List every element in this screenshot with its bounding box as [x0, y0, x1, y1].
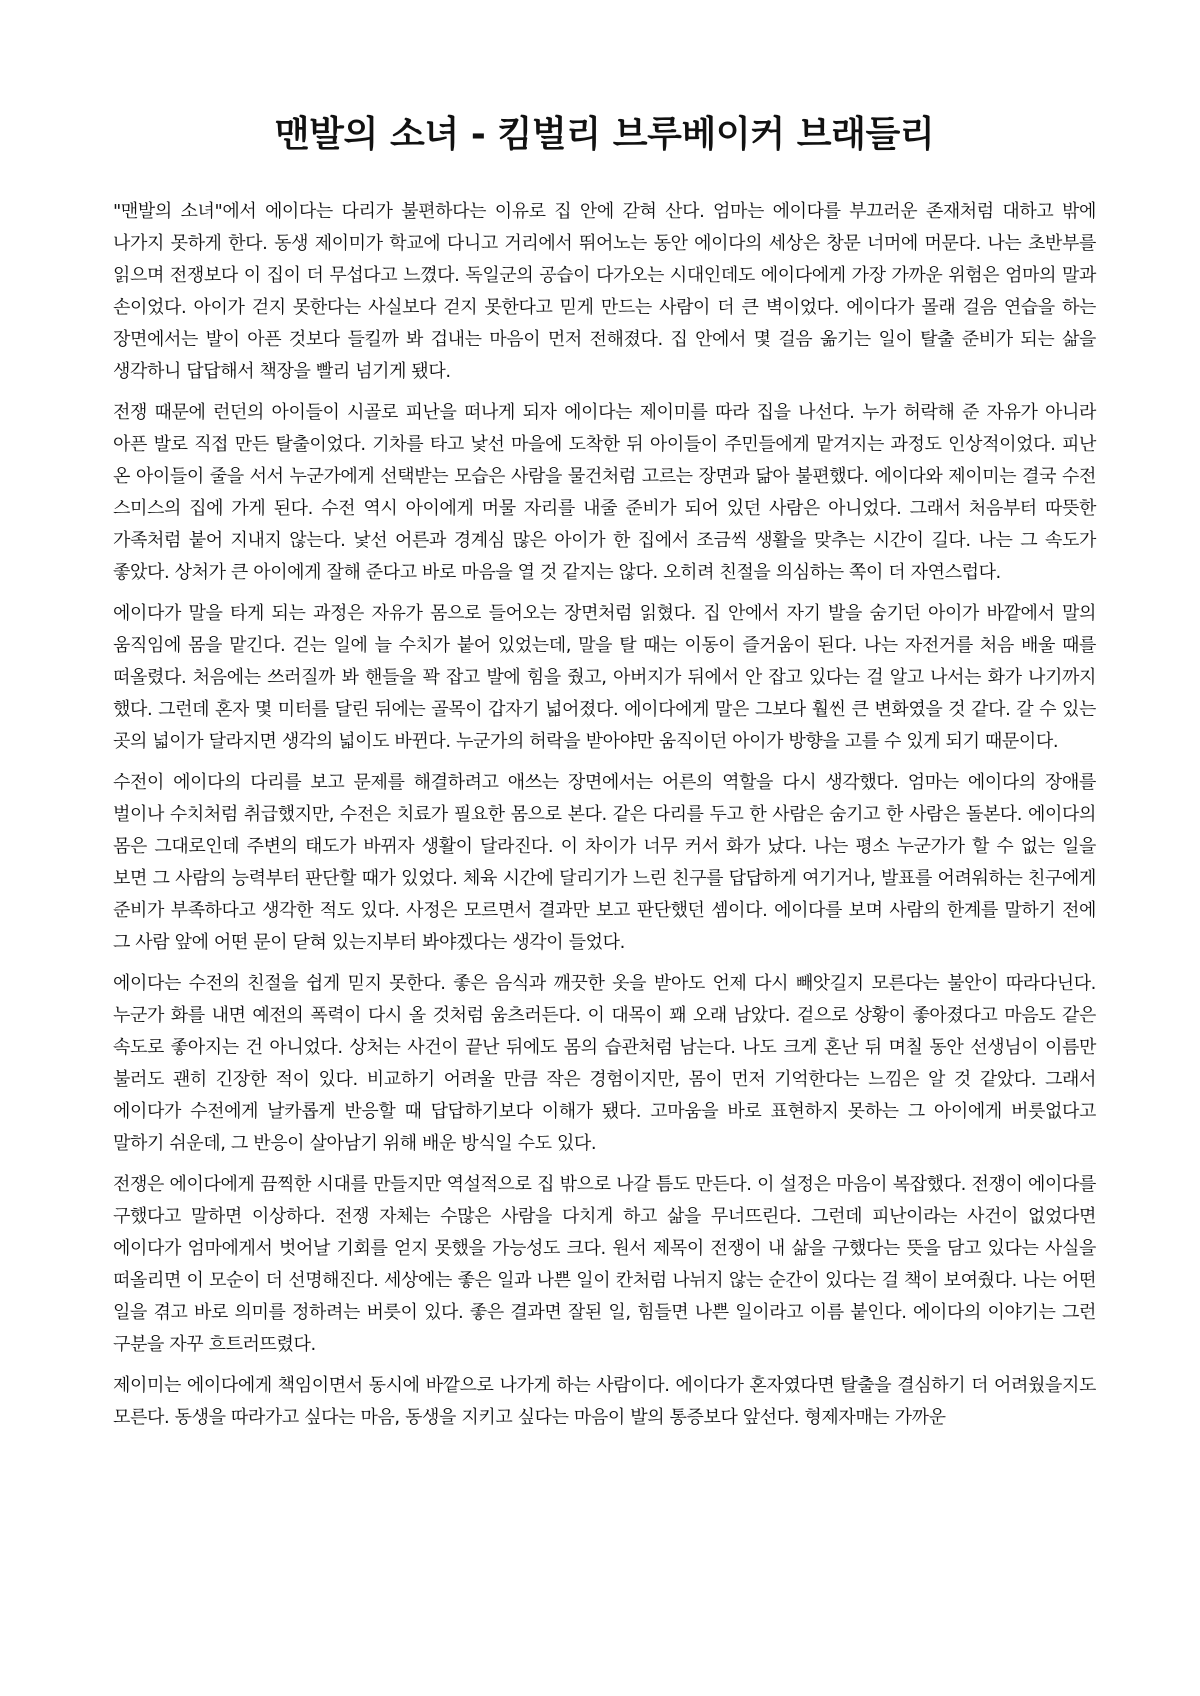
essay-body	[113, 196, 1096, 1434]
essay-paragraph-1: "맨발의 소녀"에서 에이다는 다리가 불편하다는 이유로 집 안에 갇혀 산다. 엄마는 에이다를 부끄러운 존재처럼 대하고 밖에 나가지 못하게 한다. 동생 제이미가 학교에 다니고 거리에서 뛰어노는 동안 에이다의 세상은 창문 너머에 머문다. 나는 초반부를 읽으며 전쟁보다 이 집이 더 무섭다고 느꼈다. 독일군의 공습이 다가오는 시대인데도 에이다에게 가장 가까운 위험은 엄마의 말과 손이었다. 아이가 걷지 못한다는 사실보다 걷지 못한다고 믿게 만드는 사람이 더 큰 벽이었다. 에이다가 몰래 걸음 연습을 하는 장면에서는 발이 아픈 것보다 들킬까 봐 겁내는 마음이 먼저 전해졌다. 집 안에서 몇 걸음 옮기는 일이 탈출 준비가 되는 삶을 생각하니 답답해서 책장을 빨리 넘기게 됐다.	[113, 201, 1096, 382]
document-title: 맨발의 소녀 - 킴벌리 브루베이커 브래들리	[274, 114, 935, 155]
essay-paragraph-4: 수전이 에이다의 다리를 보고 문제를 해결하려고 애쓰는 장면에서는 어른의 역할을 다시 생각했다. 엄마는 에이다의 장애를 벌이나 수치처럼 취급했지만, 수전은 치료가 필요한 몸으로 본다. 같은 다리를 두고 한 사람은 숨기고 한 사람은 돌본다. 에이다의 몸은 그대로인데 주변의 태도가 바뀌자 생활이 달라진다. 이 차이가 너무 커서 화가 났다. 나는 평소 누군가가 할 수 없는 일을 보면 그 사람의 능력부터 판단할 때가 있었다. 체육 시간에 달리기가 느린 친구를 답답하게 여기거나, 발표를 어려워하는 친구에게 준비가 부족하다고 생각한 적도 있다. 사정은 모르면서 결과만 보고 판단했던 셈이다. 에이다를 보며 사람의 한계를 말하기 전에 그 사람 앞에 어떤 문이 닫혀 있는지부터 봐야겠다는 생각이 들었다.	[113, 772, 1096, 953]
essay-paragraph-5: 에이다는 수전의 친절을 쉽게 믿지 못한다. 좋은 음식과 깨끗한 옷을 받아도 언제 다시 빼앗길지 모른다는 불안이 따라다닌다. 누군가 화를 내면 예전의 폭력이 다시 올 것처럼 움츠러든다. 이 대목이 꽤 오래 남았다. 겉으로 상황이 좋아졌다고 마음도 같은 속도로 좋아지는 건 아니었다. 상처는 사건이 끝난 뒤에도 몸의 습관처럼 남는다. 나도 크게 혼난 뒤 며칠 동안 선생님이 이름만 불러도 괜히 긴장한 적이 있다. 비교하기 어려울 만큼 작은 경험이지만, 몸이 먼저 기억한다는 느낌은 알 것 같았다. 그래서 에이다가 수전에게 날카롭게 반응할 때 답답하기보다 이해가 됐다. 고마움을 바로 표현하지 못하는 그 아이에게 버릇없다고 말하기 쉬운데, 그 반응이 살아남기 위해 배운 방식일 수도 있다.	[113, 973, 1096, 1154]
essay-paragraph-7: 제이미는 에이다에게 책임이면서 동시에 바깥으로 나가게 하는 사람이다. 에이다가 혼자였다면 탈출을 결심하기 더 어려웠을지도 모른다. 동생을 따라가고 싶다는 마음, 동생을 지키고 싶다는 마음이 발의 통증보다 앞선다. 형제자매는 가까운	[113, 1375, 1096, 1428]
essay-paragraph-6: 전쟁은 에이다에게 끔찍한 시대를 만들지만 역설적으로 집 밖으로 나갈 틈도 만든다. 이 설정은 마음이 복잡했다. 전쟁이 에이다를 구했다고 말하면 이상하다. 전쟁 자체는 수많은 사람을 다치게 하고 삶을 무너뜨린다. 그런데 피난이라는 사건이 없었다면 에이다가 엄마에게서 벗어날 기회를 얻지 못했을 가능성도 크다. 원서 제목이 전쟁이 내 삶을 구했다는 뜻을 담고 있다는 사실을 떠올리면 이 모순이 더 선명해진다. 세상에는 좋은 일과 나쁜 일이 칸처럼 나뉘지 않는 순간이 있다는 걸 책이 보여줬다. 나는 어떤 일을 겪고 바로 의미를 정하려는 버릇이 있다. 좋은 결과면 잘된 일, 힘들면 나쁜 일이라고 이름 붙인다. 에이다의 이야기는 그런 구분을 자꾸 흐트러뜨렸다.	[113, 1174, 1096, 1355]
essay-paragraph-3: 에이다가 말을 타게 되는 과정은 자유가 몸으로 들어오는 장면처럼 읽혔다. 집 안에서 자기 발을 숨기던 아이가 바깥에서 말의 움직임에 몸을 맡긴다. 걷는 일에 늘 수치가 붙어 있었는데, 말을 탈 때는 이동이 즐거움이 된다. 나는 자전거를 처음 배울 때를 떠올렸다. 처음에는 쓰러질까 봐 핸들을 꽉 잡고 발에 힘을 줬고, 아버지가 뒤에서 안 잡고 있다는 걸 알고 나서는 화가 나기까지 했다. 그런데 혼자 몇 미터를 달린 뒤에는 골목이 갑자기 넓어졌다. 에이다에게 말은 그보다 훨씬 큰 변화였을 것 같다. 갈 수 있는 곳의 넓이가 달라지면 생각의 넓이도 바뀐다. 누군가의 허락을 받아야만 움직이던 아이가 방향을 고를 수 있게 되기 때문이다.	[113, 603, 1096, 752]
essay-paragraph-2: 전쟁 때문에 런던의 아이들이 시골로 피난을 떠나게 되자 에이다는 제이미를 따라 집을 나선다. 누가 허락해 준 자유가 아니라 아픈 발로 직접 만든 탈출이었다. 기차를 타고 낯선 마을에 도착한 뒤 아이들이 주민들에게 맡겨지는 과정도 인상적이었다. 피난 온 아이들이 줄을 서서 누군가에게 선택받는 모습은 사람을 물건처럼 고르는 장면과 닮아 불편했다. 에이다와 제이미는 결국 수전 스미스의 집에 가게 된다. 수전 역시 아이에게 머물 자리를 내줄 준비가 되어 있던 사람은 아니었다. 그래서 처음부터 따뜻한 가족처럼 붙어 지내지 않는다. 낯선 어른과 경계심 많은 아이가 한 집에서 조금씩 생활을 맞추는 시간이 길다. 나는 그 속도가 좋았다. 상처가 큰 아이에게 잘해 준다고 바로 마음을 열 것 같지는 않다. 오히려 친절을 의심하는 쪽이 더 자연스럽다.	[113, 402, 1096, 583]
